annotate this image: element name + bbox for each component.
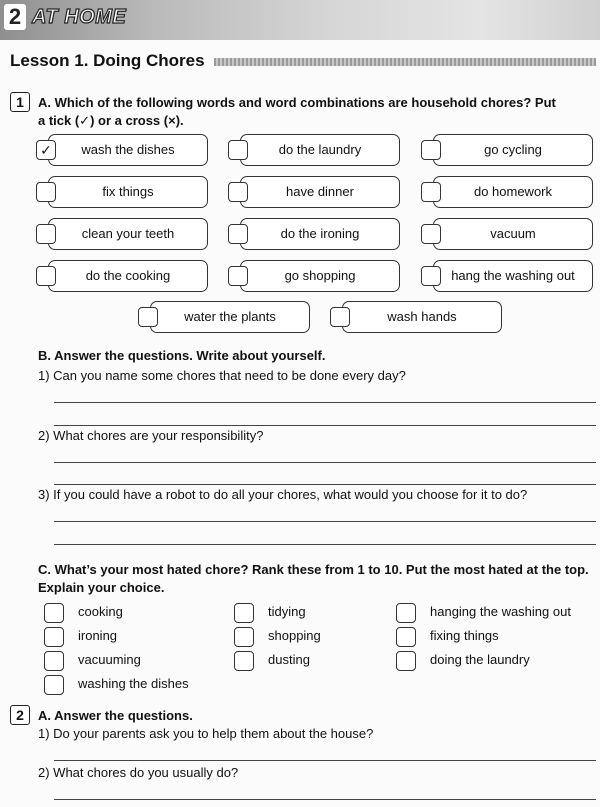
chore-item <box>421 260 593 292</box>
chore-checkbox[interactable] <box>228 266 248 286</box>
chore-label: clean your teeth <box>48 218 208 250</box>
chore-checkbox[interactable] <box>36 266 56 286</box>
chore-item <box>228 260 400 292</box>
chore-item <box>421 134 593 166</box>
lesson-title: Lesson 1. Doing Chores <box>10 51 205 70</box>
chore-checkbox[interactable] <box>421 182 441 202</box>
answer-line[interactable] <box>54 462 596 463</box>
unit-number: 2 <box>4 4 26 30</box>
lesson-title-rule <box>214 58 596 66</box>
exercise-1c-instruction-line2: Explain your choice. <box>38 580 165 595</box>
chore-label: hang the washing out <box>433 260 593 292</box>
chore-label: wash the dishes <box>48 134 208 166</box>
chore-item <box>228 134 400 166</box>
chore-item <box>228 176 400 208</box>
rank-box[interactable] <box>44 603 64 623</box>
question: 2) What chores are your responsibility? <box>38 428 264 443</box>
chore-label: fix things <box>48 176 208 208</box>
question: 1) Can you name some chores that need to be done every day? <box>38 368 406 383</box>
chore-item <box>421 176 593 208</box>
chore-label: have dinner <box>240 176 400 208</box>
chore-label: do the ironing <box>240 218 400 250</box>
rank-label: dusting <box>268 652 310 667</box>
chore-item <box>330 301 502 333</box>
question: 3) If you could have a robot to do all your chores, what would you choose for it to do? <box>38 487 528 502</box>
chore-item <box>228 218 400 250</box>
rank-box[interactable] <box>44 627 64 647</box>
rank-label: cooking <box>78 604 123 619</box>
rank-box[interactable] <box>44 675 64 695</box>
rank-label: fixing things <box>430 628 499 643</box>
answer-line[interactable] <box>54 402 596 403</box>
rank-label: ironing <box>78 628 118 643</box>
answer-line[interactable] <box>54 521 596 522</box>
chore-item <box>36 134 208 166</box>
chore-label: go shopping <box>240 260 400 292</box>
rank-box[interactable] <box>44 651 64 671</box>
exercise-1c-instruction-line1: C. What’s your most hated chore? Rank these from 1 to 10. Put the most hated at the top. <box>38 562 589 577</box>
chore-checkbox[interactable] <box>36 182 56 202</box>
chore-checkbox[interactable] <box>138 307 158 327</box>
chore-label: vacuum <box>433 218 593 250</box>
chore-label: water the plants <box>150 301 310 333</box>
chore-label: do the cooking <box>48 260 208 292</box>
rank-label: vacuuming <box>78 652 141 667</box>
chore-item <box>421 218 593 250</box>
answer-line[interactable] <box>54 544 596 545</box>
chore-item <box>36 176 208 208</box>
chore-checkbox[interactable] <box>228 182 248 202</box>
answer-line[interactable] <box>54 484 596 485</box>
unit-title: AT HOME <box>32 6 127 28</box>
rank-box[interactable] <box>234 627 254 647</box>
chore-label: do the laundry <box>240 134 400 166</box>
chore-item <box>36 260 208 292</box>
answer-line[interactable] <box>54 425 596 426</box>
rank-box[interactable] <box>396 627 416 647</box>
chore-checkbox[interactable] <box>421 224 441 244</box>
rank-box[interactable] <box>234 603 254 623</box>
rank-label: shopping <box>268 628 321 643</box>
rank-label: doing the laundry <box>430 652 530 667</box>
chore-item <box>36 218 208 250</box>
chore-checkbox[interactable] <box>36 224 56 244</box>
exercise-1b-instruction: B. Answer the questions. Write about yourself. <box>38 348 326 363</box>
exercise-1-number: 1 <box>10 92 30 112</box>
chore-checkbox[interactable] <box>421 140 441 160</box>
rank-box[interactable] <box>396 651 416 671</box>
chore-checkbox-ticked[interactable]: ✓ <box>36 140 56 160</box>
chore-label: do homework <box>433 176 593 208</box>
chore-checkbox[interactable] <box>421 266 441 286</box>
chore-item <box>138 301 310 333</box>
rank-box[interactable] <box>234 651 254 671</box>
chore-checkbox[interactable] <box>228 140 248 160</box>
exercise-2a-instruction: A. Answer the questions. <box>38 708 193 723</box>
exercise-1a-instruction-line2: a tick (✓) or a cross (×). <box>38 113 184 128</box>
rank-box[interactable] <box>396 603 416 623</box>
chore-label: wash hands <box>342 301 502 333</box>
answer-line[interactable] <box>54 760 596 761</box>
exercise-2-number: 2 <box>10 705 30 725</box>
question: 2) What chores do you usually do? <box>38 765 239 780</box>
rank-label: tidying <box>268 604 306 619</box>
chore-checkbox[interactable] <box>330 307 350 327</box>
question: 1) Do your parents ask you to help them about the house? <box>38 726 374 741</box>
rank-label: washing the dishes <box>78 676 189 691</box>
chore-label: go cycling <box>433 134 593 166</box>
rank-label: hanging the washing out <box>430 604 571 619</box>
chore-checkbox[interactable] <box>228 224 248 244</box>
exercise-1a-instruction-line1: A. Which of the following words and word combinations are household chores? Put <box>38 95 556 110</box>
answer-line[interactable] <box>54 799 596 800</box>
